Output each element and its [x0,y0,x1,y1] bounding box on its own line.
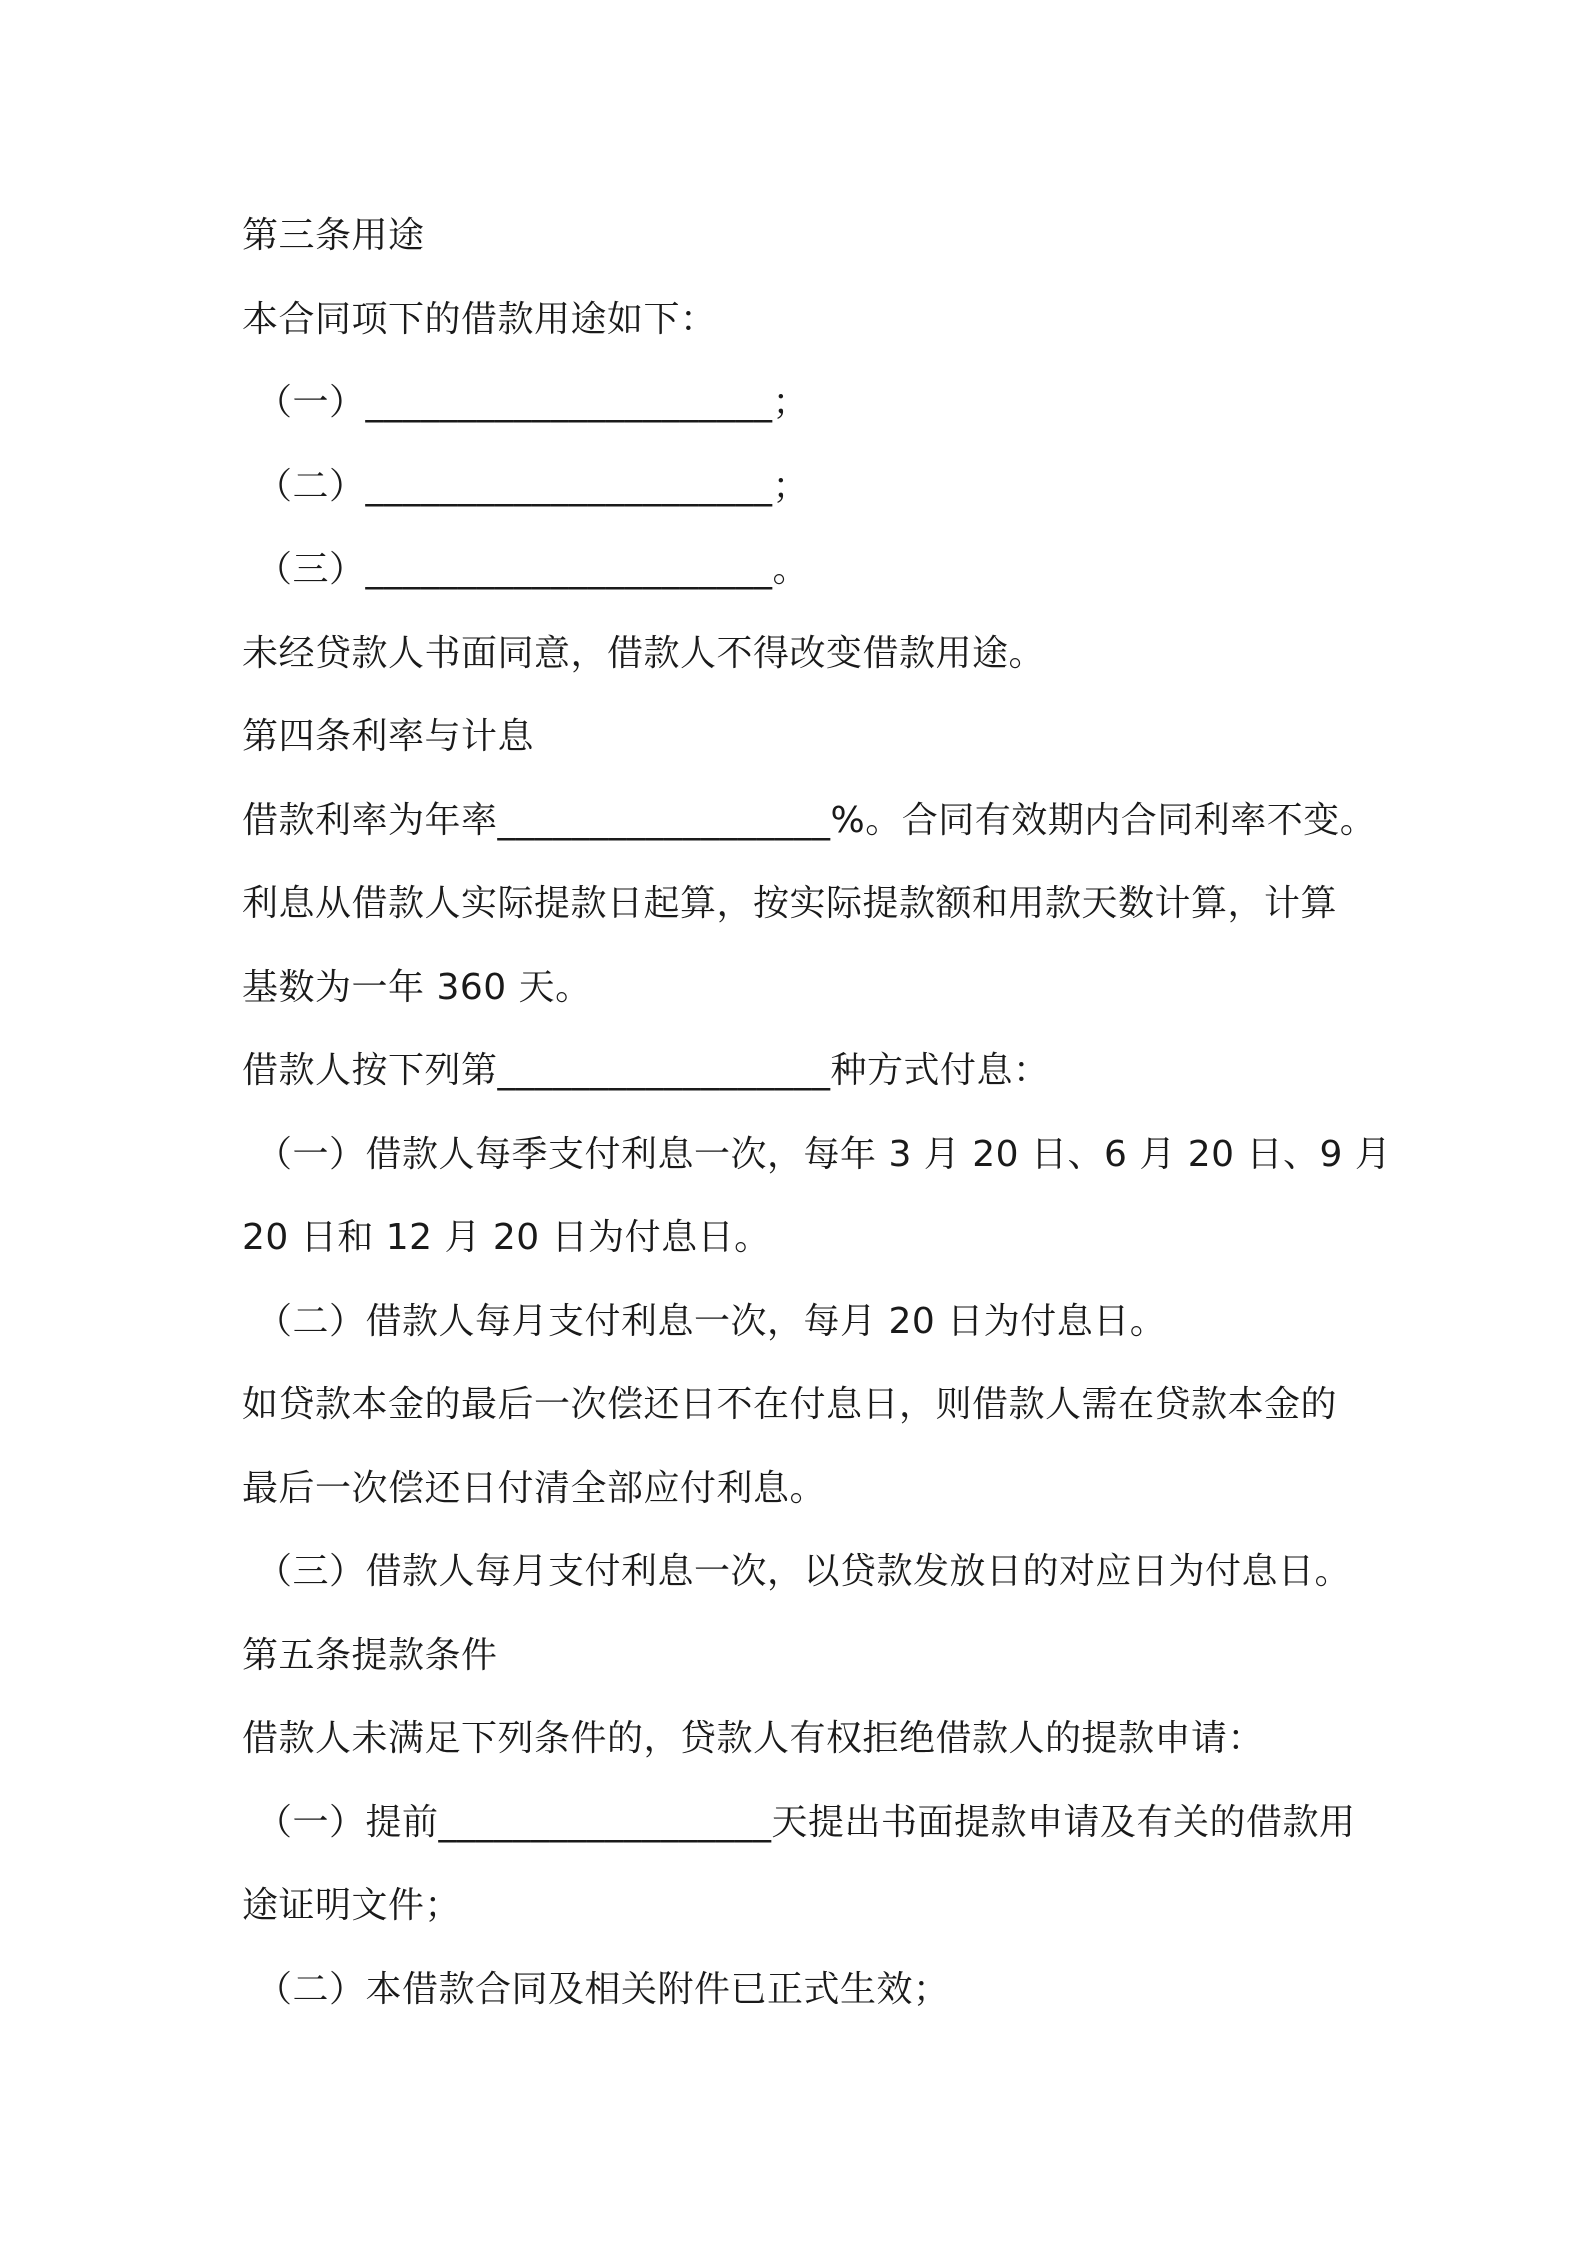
paragraph: 最后一次偿还日付清全部应付利息。 [242,1467,827,1509]
paragraph: 途证明文件； [242,1885,462,1926]
list-item: （一）借款人每季支付利息一次，每年 3 月 20 日、6 月 20 日、9 月 [256,1133,1392,1175]
paragraph: 借款利率为年率__________________%。合同有效期内合同利率不变。 [242,799,1377,841]
document-body [242,194,1392,2031]
paragraph: 本合同项下的借款用途如下： [242,298,717,340]
paragraph: 20 日和 12 月 20 日为付息日。 [242,1217,771,1258]
article-3-heading: 第三条用途 [242,215,425,256]
list-item: （三）借款人每月支付利息一次，以贷款发放日的对应日为付息日。 [256,1551,1352,1592]
paragraph: 借款人按下列第__________________种方式付息： [242,1050,1050,1091]
list-item: （一）提前__________________天提出书面提款申请及有关的借款用 [256,1801,1356,1843]
article-5-heading: 第五条提款条件 [242,1634,498,1676]
article-4-heading: 第四条利率与计息 [242,716,535,757]
paragraph: 利息从借款人实际提款日起算，按实际提款额和用款天数计算，计算 [242,883,1338,924]
paragraph: 借款人未满足下列条件的，贷款人有权拒绝借款人的提款申请： [242,1718,1265,1759]
list-item-blank: （三）______________________。 [256,549,810,590]
paragraph: 未经贷款人书面同意，借款人不得改变借款用途。 [242,632,1046,674]
paragraph: 如贷款本金的最后一次偿还日不在付息日，则借款人需在贷款本金的 [242,1384,1338,1425]
list-item: （二）借款人每月支付利息一次，每月 20 日为付息日。 [256,1300,1167,1342]
list-item: （二）本借款合同及相关附件已正式生效； [256,1968,950,2010]
list-item-blank: （二）______________________； [256,465,810,507]
paragraph: 基数为一年 360 天。 [242,966,592,1008]
list-item-blank: （一）______________________； [256,382,810,423]
